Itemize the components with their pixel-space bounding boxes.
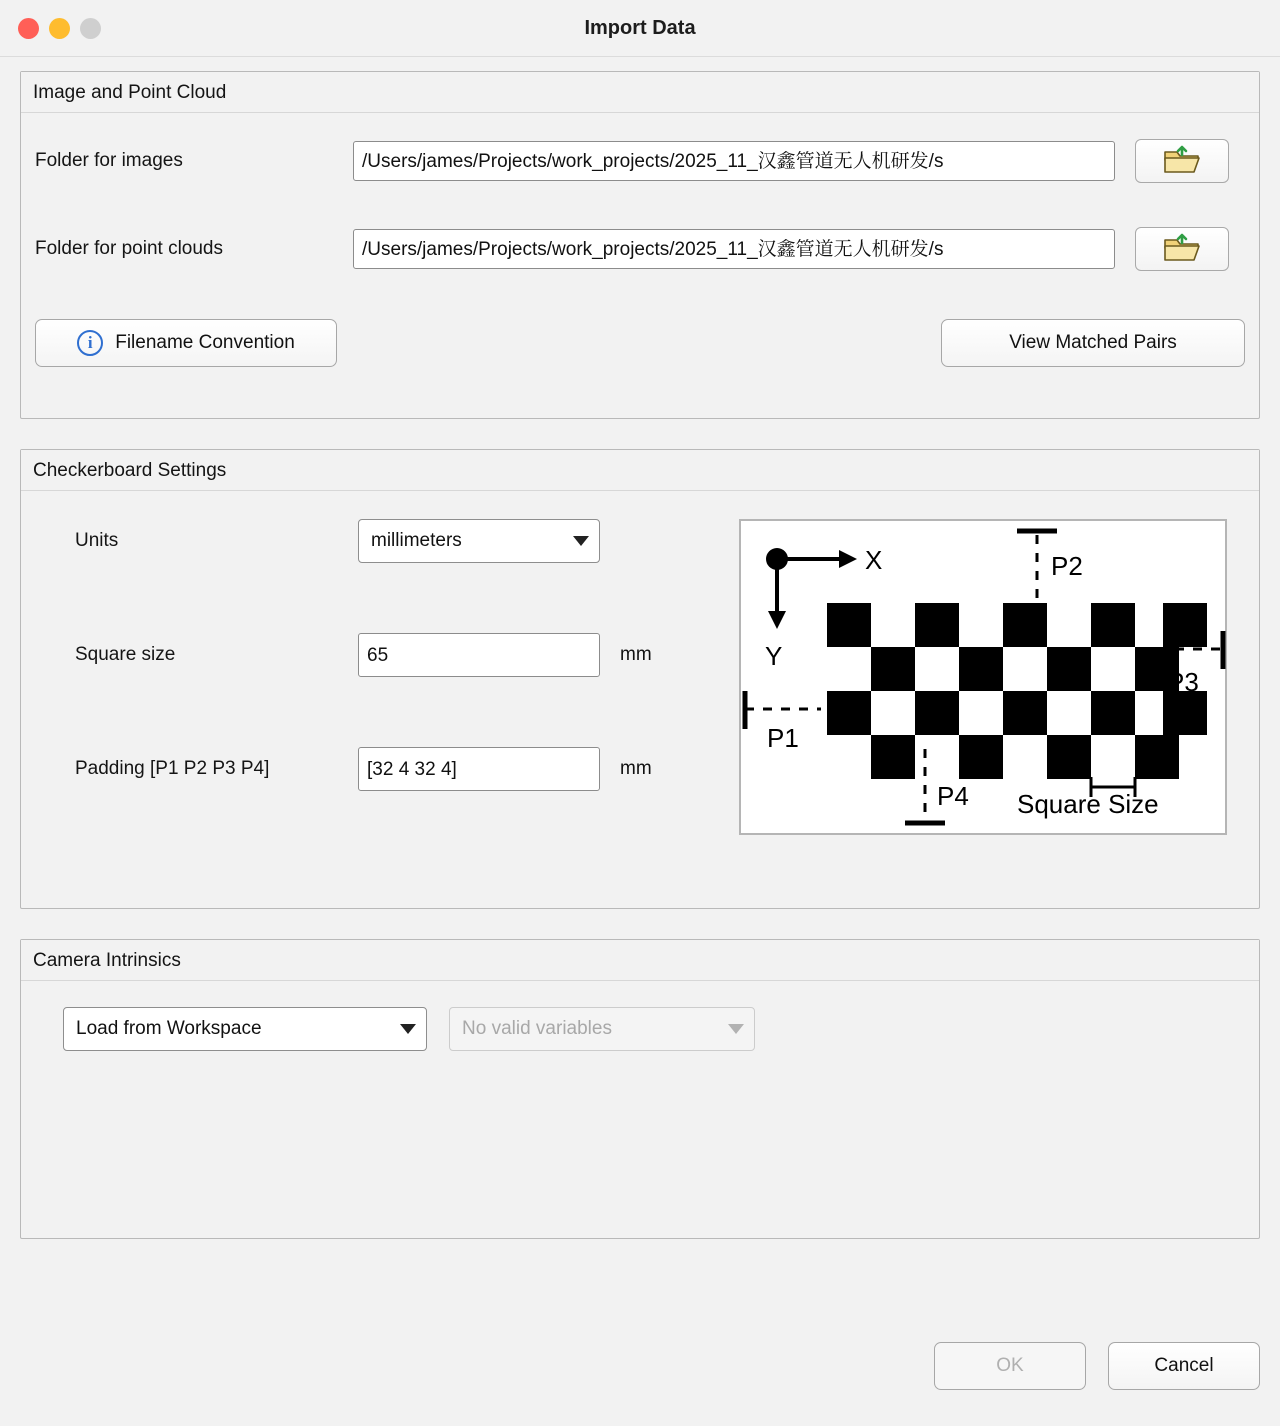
folder-for-point-clouds-row [35,227,1245,271]
camera-intrinsics-group [20,939,1260,1239]
window-title: Import Data [584,16,696,39]
axis-y-label: Y [765,641,783,671]
padding-input[interactable]: [32 4 32 4] [358,747,600,791]
p3-label: P3 [1167,667,1199,697]
checkerboard-diagram-svg [739,519,1227,835]
camera-intrinsics-body [21,1007,1259,1051]
p4-label: P4 [937,781,969,811]
folder-open-icon [1162,145,1202,177]
ok-button [934,1342,1086,1390]
intrinsics-source-select[interactable] [63,1007,427,1051]
padding-unit: mm [620,758,652,779]
chevron-down-icon [573,536,589,546]
image-and-point-cloud-group [20,71,1260,419]
square-size-unit: mm [620,644,652,665]
image-group-actions-row [35,319,1245,367]
window-controls [0,18,101,39]
checkerboard-settings-group [20,449,1260,909]
p2-label: P2 [1051,551,1083,581]
checkerboard-settings-body [21,491,1259,840]
intrinsics-variable-value: No valid variables [462,1018,612,1039]
folder-open-icon [1162,233,1202,265]
checkerboard-fields [35,491,725,840]
square-size-row [35,633,725,677]
units-select[interactable] [358,519,600,563]
square-size-input[interactable]: 65 [358,633,600,677]
padding-label: Padding [P1 P2 P3 P4] [75,758,270,779]
p1-label: P1 [767,723,799,753]
minimize-button-icon[interactable] [49,18,70,39]
folder-for-images-row [35,139,1245,183]
intrinsics-variable-select [449,1007,755,1051]
chevron-down-icon [728,1024,744,1034]
image-and-point-cloud-body [21,139,1259,367]
cancel-button[interactable] [1108,1342,1260,1390]
folder-for-images-label: Folder for images [35,150,183,171]
filename-convention-button[interactable] [35,319,337,367]
view-matched-pairs-label: View Matched Pairs [1009,332,1177,353]
units-selected-value: millimeters [371,530,462,551]
chevron-down-icon [400,1024,416,1034]
ok-label: OK [996,1355,1024,1376]
info-icon: i [77,330,103,356]
folder-for-images-input[interactable]: /Users/james/Projects/work_projects/2025_11_汉鑫管道无人机研发/s [353,141,1115,181]
checkerboard-diagram [739,519,1227,840]
camera-intrinsics-row [35,1007,1245,1051]
zoom-button-icon[interactable] [80,18,101,39]
cancel-label: Cancel [1154,1355,1214,1376]
image-and-point-cloud-title: Image and Point Cloud [21,72,1259,113]
browse-point-clouds-folder-button[interactable] [1135,227,1229,271]
square-size-label: Square size [75,644,176,665]
camera-intrinsics-title: Camera Intrinsics [21,940,1259,981]
axis-x-label: X [865,545,883,575]
folder-for-point-clouds-input[interactable]: /Users/james/Projects/work_projects/2025_11_汉鑫管道无人机研发/s [353,229,1115,269]
dialog-footer [0,1306,1280,1426]
units-row [35,519,725,563]
intrinsics-source-value: Load from Workspace [76,1018,262,1039]
dialog-content [0,57,1280,1306]
folder-for-point-clouds-label: Folder for point clouds [35,238,223,259]
browse-images-folder-button[interactable] [1135,139,1229,183]
checkerboard-settings-title: Checkerboard Settings [21,450,1259,491]
square-size-caption: Square Size [1017,789,1159,819]
filename-convention-label: Filename Convention [115,332,295,353]
padding-row [35,747,725,791]
close-button-icon[interactable] [18,18,39,39]
view-matched-pairs-button[interactable] [941,319,1245,367]
units-label: Units [75,530,119,551]
window-titlebar [0,0,1280,57]
